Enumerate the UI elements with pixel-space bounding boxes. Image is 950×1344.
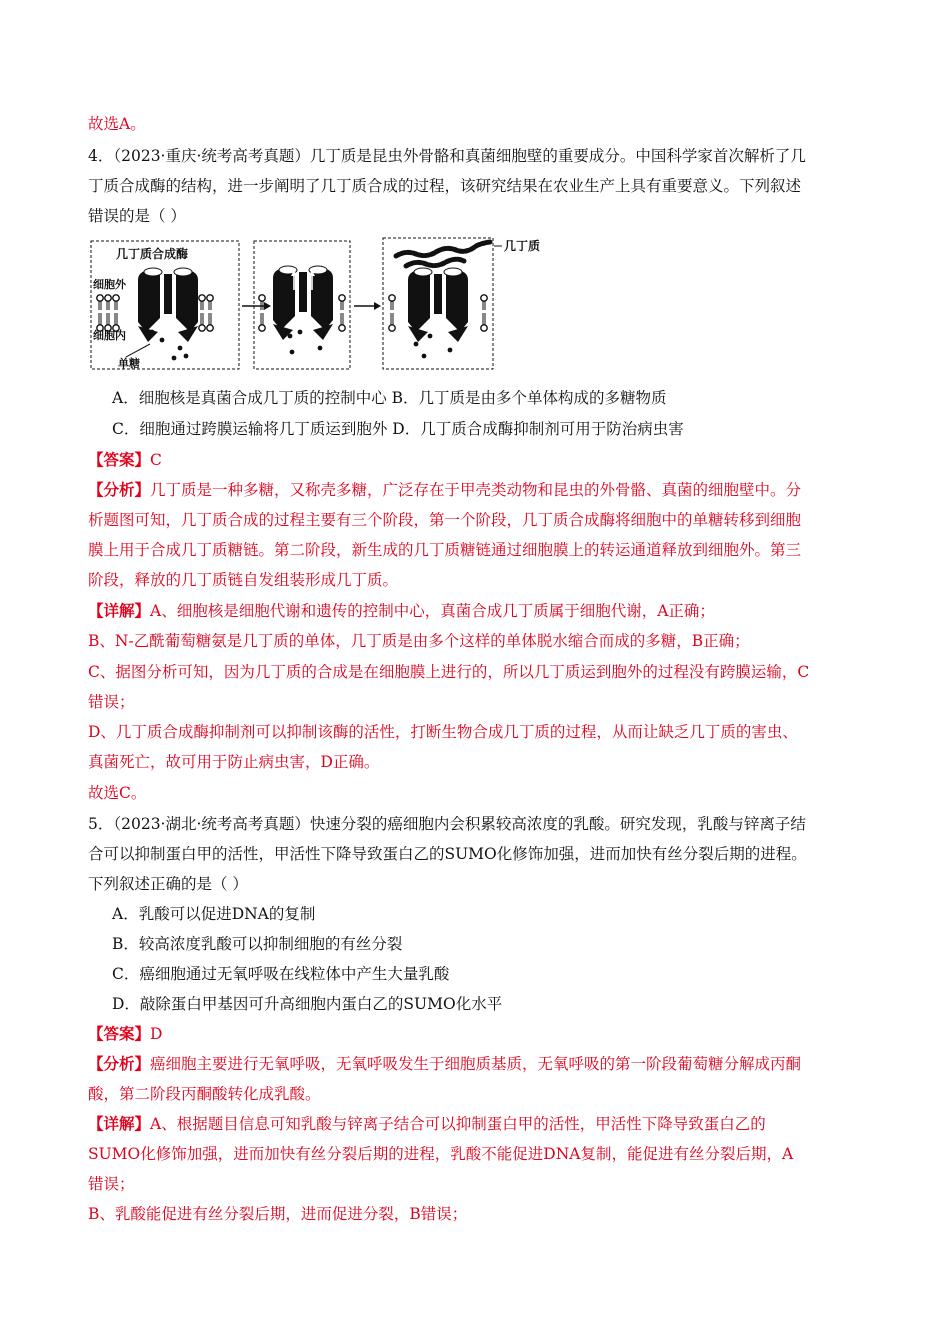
q5-stem-line-1: 5．（2023·湖北·统考高考真题）快速分裂的癌细胞内会积累较高浓度的乳酸。研究发现，乳酸与锌离子结 [88,815,806,833]
q5-detail-line-4: B、乳酸能促进有丝分裂后期，进而促进分裂，B错误； [88,1205,468,1223]
q4-detail-line-3: C、据图分析可知，因为几丁质的合成是在细胞膜上进行的，所以几丁质运到胞外的过程没有跨膜运输，C [88,663,810,681]
q4-option-ab: A．细胞核是真菌合成几丁质的控制中心 B．几丁质是由多个单体构成的多糖物质 [112,389,667,407]
q4-detail-line-1: 【详解】A、细胞核是细胞代谢和遗传的控制中心，真菌合成几丁质属于细胞代谢，A正确； [88,601,715,620]
q5-analysis-line-2: 酸，第二阶段丙酮酸转化成乳酸。 [88,1085,321,1103]
q5-detail-line-2: SUMO化修饰加强，进而加快有丝分裂后期的进程，乳酸不能促进DNA复制，能促进有丝分裂后期，A [88,1145,794,1163]
q4-conclusion: 故选C。 [88,784,147,802]
q5-stem-line-2: 合可以抑制蛋白甲的活性，甲活性下降导致蛋白乙的SUMO化修饰加强，进而加快有丝分裂后期的进程。 [88,845,807,863]
label-cell-outside: 细胞外 [93,278,126,291]
q5-stem-line-3: 下列叙述正确的是（ ） [88,875,248,893]
q4-stem-line-3: 错误的是（ ） [88,207,186,225]
label-chitin: 几丁质 [504,239,541,253]
label-chitin-synthase: 几丁质合成酶 [116,247,189,261]
q4-detail-line-2: B、N-乙酰葡萄糖氨是几丁质的单体，几丁质是由多个这样的单体脱水缩合而成的多糖，B正确； [88,632,750,650]
chitin-chain [396,242,490,256]
label-monosaccharide: 单糖 [118,357,140,370]
q5-option-c: C．癌细胞通过无氧呼吸在线粒体中产生大量乳酸 [112,965,450,983]
q4-analysis-line-2: 析题图可知，几丁质合成的过程主要有三个阶段，第一个阶段，几丁质合成酶将细胞中的单糖转移到细胞 [88,511,802,529]
q5-detail-line-3: 错误； [88,1175,135,1193]
q4-stem-line-1: 4．（2023·重庆·统考高考真题）几丁质是昆虫外骨骼和真菌细胞壁的重要成分。中国科学家首次解析了几 [88,147,806,165]
q4-analysis-line-1: 【分析】几丁质是一种多糖，又称壳多糖，广泛存在于甲壳类动物和昆虫的外骨骼、真菌的细胞壁中。分 [88,480,802,499]
q4-analysis-line-3: 膜上用于合成几丁质糖链。第二阶段，新生成的几丁质糖链通过细胞膜上的转运通道释放到细胞外。第三 [88,541,802,559]
q4-answer: 【答案】C [88,450,162,469]
q5-analysis-line-1: 【分析】癌细胞主要进行无氧呼吸，无氧呼吸发生于细胞质基质，无氧呼吸的第一阶段葡萄糖分解成丙酮 [88,1054,802,1073]
q4-detail-line-4: 错误； [88,693,135,711]
q5-option-a: A．乳酸可以促进DNA的复制 [112,905,316,923]
prev-conclusion: 故选A。 [88,115,146,133]
q4-analysis-line-4: 阶段，释放的几丁质链自发组装形成几丁质。 [88,571,399,589]
q5-answer: 【答案】D [88,1024,163,1043]
label-cell-inside: 细胞内 [93,329,126,342]
q5-option-d: D．敲除蛋白甲基因可升高细胞内蛋白乙的SUMO化水平 [112,995,503,1013]
q4-detail-line-5: D、几丁质合成酶抑制剂可以抑制该酶的活性，打断生物合成几丁质的过程，从而让缺乏几丁质的害虫、 [88,723,798,741]
q5-detail-line-1: 【详解】A、根据题目信息可知乳酸与锌离子结合可以抑制蛋白甲的活性，甲活性下降导致蛋白乙的 [88,1114,766,1133]
chitin-synthesis-figure [90,236,560,372]
q4-option-cd: C．细胞通过跨膜运输将几丁质运到胞外 D．几丁质合成酶抑制剂可用于防治病虫害 [112,420,684,438]
q4-stem-line-2: 丁质合成酶的结构，进一步阐明了几丁质合成的过程，该研究结果在农业生产上具有重要意义。下列叙述 [88,177,802,195]
q5-option-b: B．较高浓度乳酸可以抑制细胞的有丝分裂 [112,935,403,953]
q4-detail-line-6: 真菌死亡，故可用于防止病虫害，D正确。 [88,753,380,771]
